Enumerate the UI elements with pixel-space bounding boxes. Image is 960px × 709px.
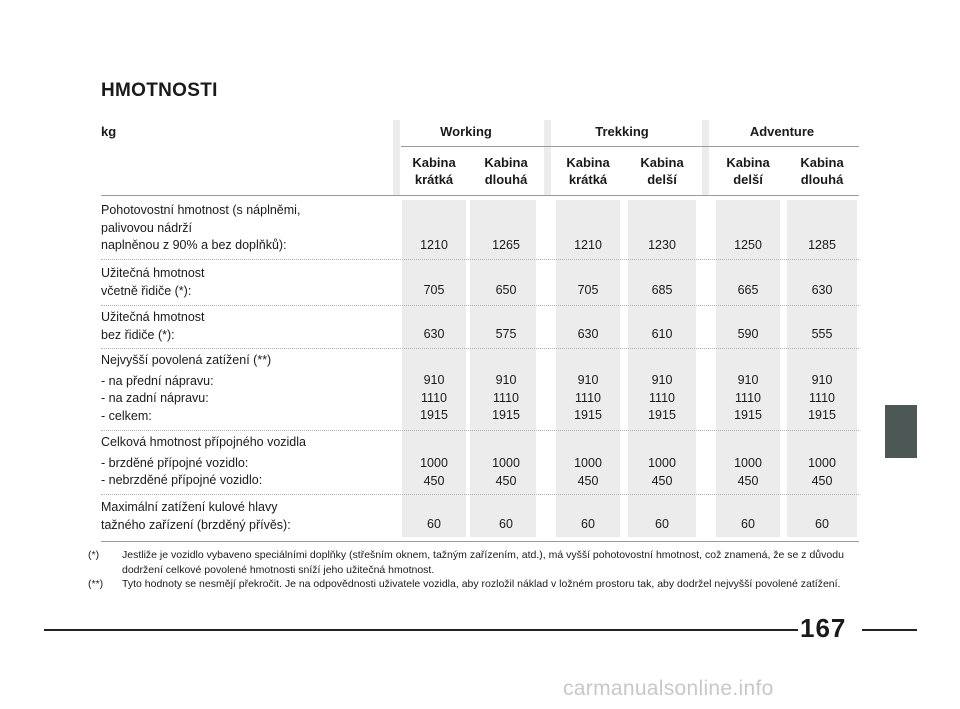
value-cell: 1000 450 bbox=[574, 456, 602, 488]
row-separator bbox=[101, 305, 859, 306]
section-title: HMOTNOSTI bbox=[101, 80, 218, 101]
row-separator bbox=[101, 494, 859, 495]
value-cell: 60 bbox=[741, 517, 755, 531]
value-cell: 630 bbox=[811, 283, 833, 297]
value-cell: 1000 450 bbox=[808, 456, 836, 488]
value-cell: 910 1110 1915 bbox=[420, 373, 448, 422]
page-number: 167 bbox=[800, 613, 847, 643]
col-header: Kabina dlouhá bbox=[800, 155, 844, 187]
value-cell: 60 bbox=[427, 517, 441, 531]
value-cell: 1265 bbox=[492, 238, 520, 252]
value-cell: 910 1110 1915 bbox=[808, 373, 836, 422]
row-separator bbox=[101, 259, 859, 260]
value-cell: 610 bbox=[651, 327, 673, 341]
row-label: Nejvyšší povolená zatížení (**) - na přední nápravu: - na zadní nápravu: - celkem: bbox=[101, 353, 272, 423]
unit-label: kg bbox=[101, 124, 117, 139]
value-cell: 1000 450 bbox=[420, 456, 448, 488]
value-cell: 910 1110 1915 bbox=[574, 373, 602, 422]
value-cell: 1250 bbox=[734, 238, 762, 252]
footnotes bbox=[88, 548, 860, 592]
col-header: Kabina dlouhá bbox=[484, 155, 528, 187]
header-separator bbox=[702, 120, 709, 195]
col-header: Kabina krátká bbox=[412, 155, 456, 187]
value-cell: 60 bbox=[581, 517, 595, 531]
value-cell: 650 bbox=[495, 283, 517, 297]
value-cell: 1210 bbox=[420, 238, 448, 252]
value-cell: 630 bbox=[423, 327, 445, 341]
header-separator bbox=[544, 120, 551, 195]
group-underline bbox=[401, 146, 859, 147]
value-cell: 590 bbox=[737, 327, 759, 341]
value-cell: 575 bbox=[495, 327, 517, 341]
group-adventure: Adventure bbox=[749, 124, 815, 139]
value-cell: 685 bbox=[651, 283, 673, 297]
footnote: (**) Tyto hodnoty se nesmějí překročit. Je na odpovědnosti uživatele vozidla, aby rozložil náklad v ložném prostoru tak, aby dodržel nejvyšší povolené zatížení. bbox=[88, 578, 841, 590]
value-cell: 1285 bbox=[808, 238, 836, 252]
row-label: Maximální zatížení kulové hlavy tažného zařízení (brzděný přívěs): bbox=[101, 500, 291, 532]
col-header: Kabina delší bbox=[640, 155, 684, 187]
value-cell: 910 1110 1915 bbox=[734, 373, 762, 422]
row-label: Užitečná hmotnost bez řidiče (*): bbox=[101, 310, 205, 342]
row-label: Celková hmotnost přípojného vozidla - brzděné přípojné vozidlo: - nebrzděné přípojné vozidlo: bbox=[101, 435, 306, 487]
row-separator bbox=[101, 348, 859, 349]
group-working: Working bbox=[440, 124, 492, 139]
group-trekking: Trekking bbox=[595, 124, 649, 139]
value-cell: 705 bbox=[423, 283, 445, 297]
watermark: carmanualsonline.info bbox=[563, 677, 774, 700]
value-cell: 1000 450 bbox=[492, 456, 520, 488]
value-cell: 1000 450 bbox=[648, 456, 676, 488]
footnote: (*) Jestliže je vozidlo vybaveno speciálními doplňky (střešním oknem, tažným zařízením, atd.), má vyšší pohotovostní hmotnost, což znamená, že se z důvodu dodržení celkové povolené hmotnosti sníží jeho užitečná hmotnost. bbox=[88, 549, 844, 576]
value-cell: 1000 450 bbox=[734, 456, 762, 488]
value-cell: 1210 bbox=[574, 238, 602, 252]
col-header: Kabina krátká bbox=[566, 155, 610, 187]
value-cell: 910 1110 1915 bbox=[648, 373, 676, 422]
chapter-tab-marker bbox=[885, 405, 917, 458]
value-cell: 910 1110 1915 bbox=[492, 373, 520, 422]
footer-rule bbox=[862, 629, 917, 631]
header-rule bbox=[101, 195, 859, 196]
col-header: Kabina delší bbox=[726, 155, 770, 187]
value-cell: 665 bbox=[737, 283, 759, 297]
row-label: Pohotovostní hmotnost (s náplněmi, palivovou nádrží naplněnou z 90% a bez doplňků): bbox=[101, 203, 301, 252]
value-cell: 60 bbox=[499, 517, 513, 531]
row-separator bbox=[101, 430, 859, 431]
footer-rule bbox=[44, 629, 798, 631]
value-cell: 1230 bbox=[648, 238, 676, 252]
value-cell: 60 bbox=[815, 517, 829, 531]
table-bottom-rule bbox=[101, 541, 859, 542]
row-label: Užitečná hmotnost včetně řidiče (*): bbox=[101, 266, 205, 298]
value-cell: 555 bbox=[811, 327, 833, 341]
value-cell: 705 bbox=[577, 283, 599, 297]
value-cell: 60 bbox=[655, 517, 669, 531]
value-cell: 630 bbox=[577, 327, 599, 341]
